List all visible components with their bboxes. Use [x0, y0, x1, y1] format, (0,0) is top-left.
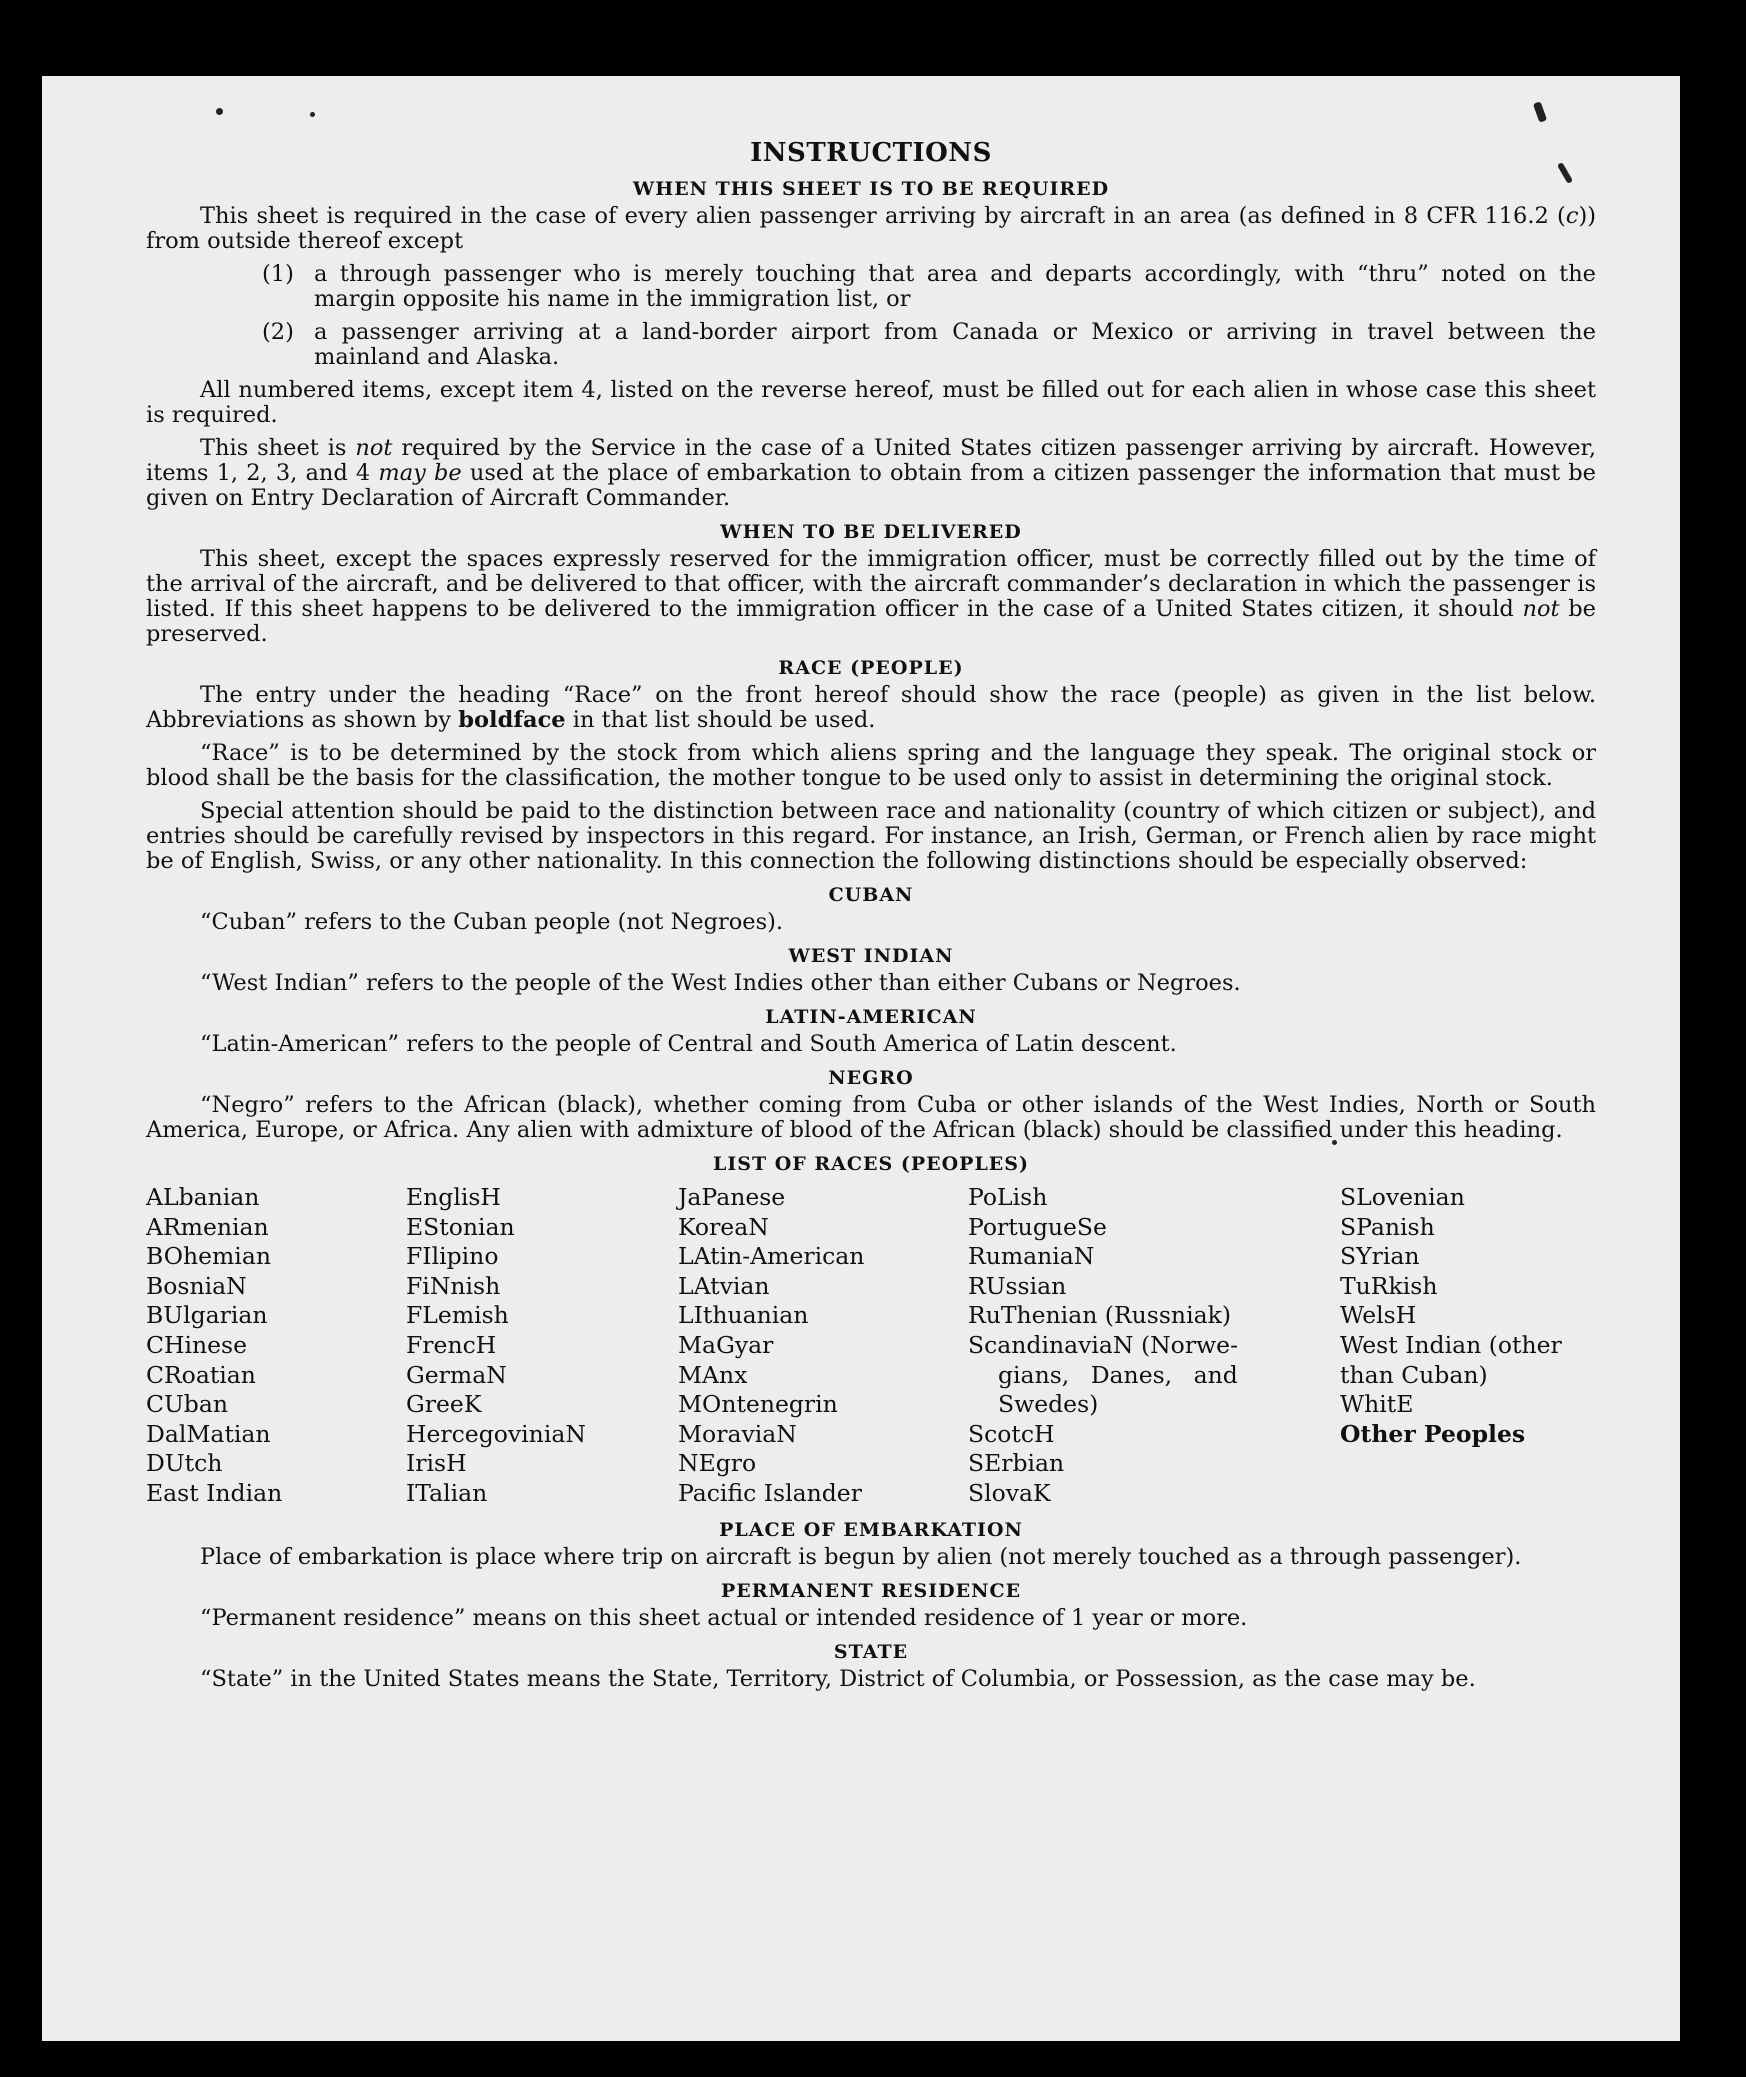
- race-item: SlovaK: [968, 1478, 1051, 1507]
- heading-cuban: CUBAN: [828, 884, 914, 906]
- embarkation-definition: Place of embarkation is place where trip on aircraft is begun by alien (not merely touched as a through passenger).: [200, 1543, 1522, 1570]
- page-title: INSTRUCTIONS: [750, 138, 992, 168]
- race-item: Swedes): [998, 1390, 1099, 1419]
- race-paragraph-1: The entry under the heading “Race” on the front hereof should show the race (people) as given in the list below. Abbreviations as shown by boldface in that list should be used.: [146, 682, 1596, 733]
- race-column-2: [406, 1183, 678, 1509]
- race-item: Pacific Islander: [678, 1478, 862, 1507]
- race-item: DalMatian: [146, 1419, 271, 1448]
- negro-definition: “Negro” refers to the African (black), whether coming from Cuba or other islands of the West Indies, North or South America, Europe, or Africa. Any alien with admixture of blood of the African (black) should be classified under this heading.: [146, 1092, 1596, 1143]
- race-item: FiNnish: [406, 1271, 501, 1300]
- race-item: DUtch: [146, 1449, 223, 1478]
- heading-list-of-races: LIST OF RACES (PEOPLES): [713, 1153, 1029, 1175]
- required-paragraph-2: All numbered items, except item 4, listed on the reverse hereof, must be filled out for each alien in whose case this sheet is required.: [146, 377, 1596, 428]
- race-item: SYrian: [1340, 1242, 1420, 1271]
- race-item-other-peoples: Other Peoples: [1340, 1419, 1526, 1448]
- race-item: HercegoviniaN: [406, 1419, 586, 1448]
- race-item: West Indian (other: [1340, 1330, 1562, 1359]
- race-item: ITalian: [406, 1478, 488, 1507]
- race-item: SErbian: [968, 1449, 1065, 1478]
- heading-state: STATE: [833, 1640, 909, 1663]
- race-item: gians, Danes, and: [998, 1360, 1238, 1389]
- race-item: BUlgarian: [146, 1301, 268, 1330]
- race-item: FIlipino: [406, 1242, 499, 1271]
- race-item: PortugueSe: [968, 1212, 1107, 1241]
- race-list: [146, 1183, 1596, 1509]
- race-item: RumaniaN: [968, 1242, 1095, 1271]
- heading-permanent-residence: PERMANENT RESIDENCE: [720, 1579, 1022, 1602]
- race-paragraph-2: “Race” is to be determined by the stock from which aliens spring and the language they speak. The original stock or blood shall be the basis for the classification, the mother tongue to be used only to assist in determining the original stock.: [146, 740, 1596, 791]
- race-item: GermaN: [406, 1360, 507, 1389]
- race-item: EnglisH: [406, 1183, 501, 1211]
- heading-latin-american: LATIN-AMERICAN: [765, 1006, 977, 1028]
- race-item: FLemish: [406, 1301, 509, 1330]
- race-item: than Cuban): [1340, 1360, 1488, 1389]
- race-item: East Indian: [146, 1478, 283, 1507]
- state-definition: “State” in the United States means the State, Territory, District of Columbia, or Possession, as the case may be.: [200, 1665, 1476, 1692]
- heading-race: RACE (PEOPLE): [778, 657, 964, 679]
- race-item: SPanish: [1340, 1212, 1435, 1241]
- race-item: MAnx: [678, 1360, 748, 1389]
- race-item: KoreaN: [678, 1212, 769, 1241]
- race-item: CUban: [146, 1390, 228, 1419]
- heading-west-indian: WEST INDIAN: [788, 945, 954, 967]
- heading-negro: NEGRO: [828, 1067, 914, 1089]
- race-column-3: [678, 1183, 968, 1509]
- race-item: FrencH: [406, 1330, 497, 1359]
- race-item: LIthuanian: [678, 1301, 809, 1330]
- exception-item-1: (1) a through passenger who is merely touching that area and departs accordingly, with “thru” noted on the margin opposite his name in the immigration list, or: [262, 261, 1596, 312]
- race-item: RUssian: [968, 1271, 1067, 1300]
- race-item: BOhemian: [146, 1242, 271, 1271]
- race-item: GreeK: [406, 1390, 482, 1419]
- required-paragraph-1: This sheet is required in the case of every alien passenger arriving by aircraft in an area (as defined in 8 CFR 116.2 (c)) from outside thereof except: [146, 203, 1596, 254]
- race-item: EStonian: [406, 1212, 515, 1241]
- heading-when-delivered: WHEN TO BE DELIVERED: [720, 521, 1022, 543]
- delivered-paragraph: This sheet, except the spaces expressly reserved for the immigration officer, must be correctly filled out by the time of the arrival of the aircraft, and be delivered to that officer, with the aircraft commander’s declaration in which the passenger is listed. If this sheet happens to be delivered to the immigration officer in the case of a United States citizen, it should not be preserved.: [146, 546, 1596, 647]
- heading-when-required: WHEN THIS SHEET IS TO BE REQUIRED: [632, 178, 1110, 200]
- instructions-content: [146, 138, 1596, 1700]
- race-item: NEgro: [678, 1449, 757, 1478]
- cuban-definition: “Cuban” refers to the Cuban people (not Negroes).: [200, 909, 784, 935]
- race-item: MaGyar: [678, 1330, 774, 1359]
- race-column-4: [968, 1183, 1288, 1509]
- residence-definition: “Permanent residence” means on this sheet actual or intended residence of 1 year or more.: [200, 1604, 1248, 1631]
- race-item: BosniaN: [146, 1271, 247, 1300]
- race-item: CHinese: [146, 1330, 247, 1359]
- race-item: LAtin-American: [678, 1242, 865, 1271]
- required-paragraph-3: This sheet is not required by the Service in the case of a United States citizen passenger arriving by aircraft. However, items 1, 2, 3, and 4 may be used at the place of embarkation to obtain from a citizen passenger the information that must be given on Entry Declaration of Aircraft Commander.: [146, 435, 1597, 511]
- race-item: RuThenian (Russniak): [968, 1301, 1231, 1330]
- race-item: SLovenian: [1340, 1183, 1465, 1211]
- race-item: PoLish: [968, 1183, 1048, 1211]
- race-item: JaPanese: [678, 1183, 786, 1211]
- race-item: WhitE: [1340, 1390, 1414, 1419]
- latin-american-definition: “Latin-American” refers to the people of Central and South America of Latin descent.: [200, 1031, 1177, 1057]
- exception-item-2: (2) a passenger arriving at a land-border airport from Canada or Mexico or arriving in travel between the mainland and Alaska.: [262, 319, 1596, 370]
- race-item: IrisH: [406, 1449, 467, 1478]
- race-item: ALbanian: [146, 1183, 260, 1211]
- race-item: ScotcH: [968, 1419, 1055, 1448]
- heading-place-of-embarkation: PLACE OF EMBARKATION: [719, 1518, 1023, 1541]
- race-item: TuRkish: [1340, 1271, 1438, 1300]
- race-column-1: [146, 1183, 406, 1509]
- race-item: ARmenian: [146, 1212, 269, 1241]
- race-item: LAtvian: [678, 1271, 770, 1300]
- document-sheet: [42, 76, 1680, 2041]
- race-column-5: [1340, 1183, 1576, 1509]
- race-item: WelsH: [1340, 1301, 1417, 1330]
- west-indian-definition: “West Indian” refers to the people of the West Indies other than either Cubans or Negroes.: [200, 970, 1241, 996]
- race-item: CRoatian: [146, 1360, 256, 1389]
- race-item: ScandinaviaN (Norwe-: [968, 1330, 1239, 1359]
- race-item: MoraviaN: [678, 1419, 797, 1448]
- race-paragraph-3: Special attention should be paid to the distinction between race and nationality (country of which citizen or subject), and entries should be carefully revised by inspectors in this regard. For instance, an Irish, German, or French alien by race might be of English, Swiss, or any other nationality. In this connection the following distinctions should be especially observed:: [146, 798, 1596, 874]
- race-item: MOntenegrin: [678, 1390, 838, 1419]
